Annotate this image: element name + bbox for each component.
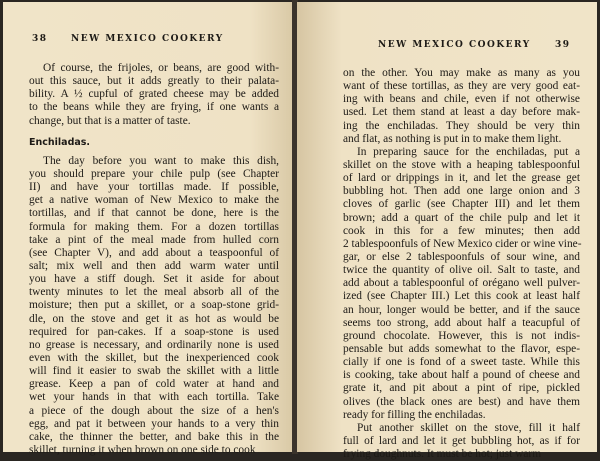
right-paragraph-1	[343, 67, 580, 146]
text-line: grate it, and pit about a pint of ripe, pickled	[343, 382, 580, 395]
left-paragraph-1	[29, 62, 279, 128]
text-line: twice the quantity of olive oil. Salt to taste, and	[343, 264, 580, 277]
text-line: Of course, the frijoles, or beans, are good with-	[43, 62, 279, 74]
text-line: a piece of the dough about the size of a hen's	[29, 404, 279, 417]
text-line: of lard or drippings in it, and let the grease get	[343, 172, 580, 185]
text-line: skillet, turning it when brown on one side to cook	[29, 443, 256, 456]
text-line: you should prepare your chile pulp (see Chapter	[29, 167, 279, 180]
left-page	[3, 2, 293, 456]
text-line: ing the enchiladas. They should be very thin	[343, 119, 580, 132]
text-line: seems too strong, add about half a teacupful of	[343, 316, 580, 329]
right-running-head: NEW MEXICO COOKERY	[378, 40, 531, 50]
text-line: out this sauce, but it adds greatly to their palata-	[29, 75, 279, 88]
left-running-head: NEW MEXICO COOKERY	[71, 34, 224, 44]
text-line: Put another skillet on the stove, fill it half	[357, 421, 580, 434]
text-line: used. Let them stand at least a day before mak-	[343, 106, 580, 119]
text-line: bubbling hot. Then add one large onion and 3	[343, 185, 580, 198]
text-line: formula for making them. For a dozen tortillas	[29, 220, 279, 233]
text-line: ing with beans and chile, even if not otherwise	[343, 93, 580, 106]
right-paragraph-3	[343, 422, 580, 461]
text-line: and flat, as nothing is put in to make them light.	[343, 132, 562, 145]
text-line: frying doughnuts. It must be hot; just warm	[343, 448, 542, 461]
text-line: In preparing sauce for the enchiladas, put a	[357, 145, 580, 158]
text-line: required for pan-cakes. If a soap-stone is used	[29, 325, 279, 338]
text-line: get a native woman of New Mexico to make the	[29, 194, 279, 207]
text-line: ized (see Chapter III.) Let this cook at least half	[343, 290, 580, 303]
text-line: you have a stiff dough. Set it aside for about	[29, 273, 279, 286]
text-line: pensable but adds somewhat to the flavor, espe-	[343, 342, 580, 355]
text-line: cake, the thinner the better, and bake this in the	[29, 430, 279, 443]
right-paragraph-2	[343, 146, 580, 422]
text-line: even with the skillet, but the inexperienced cook	[29, 351, 279, 364]
text-line: dle, on the stove and get it as hot as would be	[29, 312, 279, 325]
text-line: want of these tortillas, as they are very good eat-	[343, 80, 580, 93]
text-line: cloves of garlic (see Chapter III) and let them	[343, 198, 580, 211]
text-line: II) and have your tortillas made. If possible,	[29, 181, 279, 194]
text-line: 2 tablespoonfuls of New Mexico cider or wine vine-	[343, 237, 582, 250]
text-line: will find it easier to swab the skillet with a little	[29, 365, 279, 378]
text-line: bility. A ½ cupful of grated cheese may be added	[29, 88, 279, 101]
text-line: cook in this for a few minutes; then add	[343, 224, 580, 237]
text-line: cially if one is fond of a sweet taste. While this	[343, 356, 580, 369]
right-page-number: 39	[555, 40, 571, 50]
text-line: egg, and pat it between your hands to a very thin	[29, 417, 279, 430]
text-line: ground chocolate. However, this is not indis-	[343, 329, 580, 342]
right-page	[297, 2, 597, 461]
text-line: (see Chapter V), and add about a teaspoonful of	[29, 246, 279, 259]
text-line: moisture; then put a skillet, or a soap-stone grid-	[29, 299, 279, 312]
text-line: is cooking, take about half a pound of cheese and	[343, 369, 580, 382]
text-line: on the other. You may make as many as you	[343, 67, 580, 79]
text-line: olives (the black ones are best) and have them	[343, 395, 580, 408]
text-line: add about a tablespoonful of orégano well pulver-	[343, 277, 580, 290]
text-line: tortillas, and if that cannot be done, here is the	[29, 207, 279, 220]
text-line: change, but that is a matter of taste.	[29, 114, 191, 127]
text-line: wet your hands in that with each tortilla. Take	[29, 391, 279, 404]
left-page-number: 38	[32, 34, 48, 44]
text-line: ready for filling the enchiladas.	[343, 408, 486, 421]
text-line: twenty minutes to let the meal absorb all of the	[29, 286, 279, 299]
text-line: brown; add a quart of the chile pulp and let it	[343, 211, 580, 224]
text-line: salt; mix well and then add warm water until	[29, 259, 279, 272]
text-line: skillet on the stove with a heaping tablespoonful	[343, 158, 580, 171]
right-page-body	[343, 67, 580, 461]
text-line: an hour, longer would be better, and if the sauce	[343, 303, 580, 316]
text-line: to the beans while they are frying, if one wants a	[29, 101, 279, 114]
text-line: take a pint of the meal made from hulled corn	[29, 233, 279, 246]
text-line: gar, or else 2 tablespoonfuls of sour wine, and	[343, 250, 580, 263]
text-line: no grease is necessary, and ordinarily none is used	[29, 338, 279, 351]
text-line: full of lard and let it get bubbling hot, as if for	[343, 434, 580, 447]
section-heading-enchiladas: Enchiladas.	[29, 136, 91, 148]
text-line: The day before you want to make this dish,	[43, 154, 279, 167]
left-page-body	[29, 62, 279, 457]
text-line: grease. Keep a pan of cold water at hand and	[29, 378, 279, 391]
left-paragraph-2	[29, 155, 279, 457]
